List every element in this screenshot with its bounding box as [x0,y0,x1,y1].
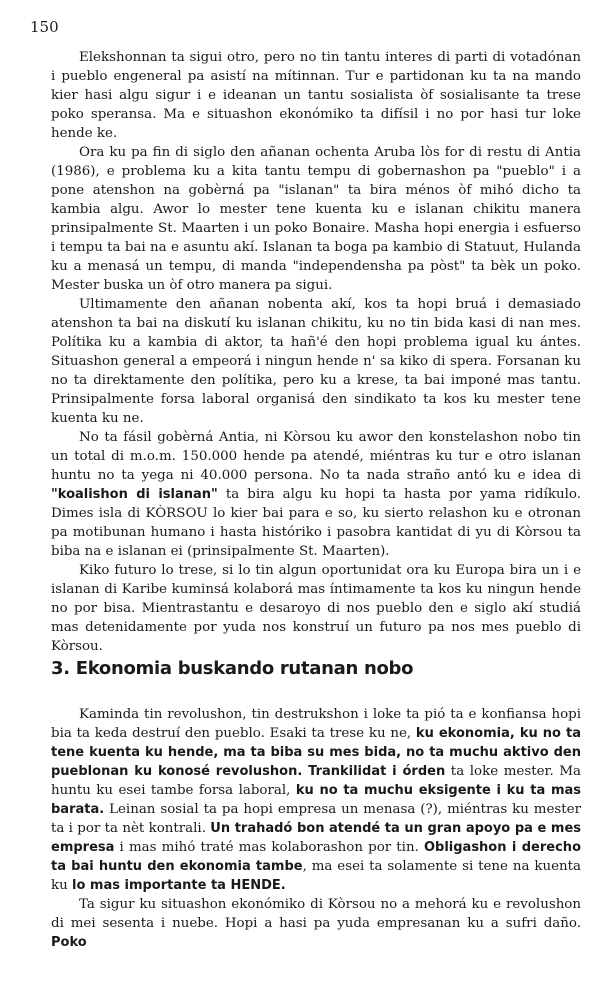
paragraph [51,705,581,895]
paragraph [51,143,581,295]
bold-text: Obligashon i derecho ta bai huntu den ekonomia tambe [51,840,581,874]
text-run: , ma esei ta solamente si tene na kuenta ku [51,859,581,893]
bold-text: ku no ta muchu eksigente i ku ta mas barata. [51,783,581,817]
text-run: Ora ku pa fin di siglo den añanan ochenta Aruba lòs for di restu di Antia (1986), e problema ku a kita tantu tempu di gobernashon pa "pueblo" i a pone atenshon na gobèrná pa "islanan" ta bira ménos òf mihó dicho ta kambia algu. Awor lo mester tene kuenta ku e islanan chikitu manera prinsipalmente St. Maarten i un poko Bonaire. Masha hopi energia i esfuerso i tempu ta bai na e asuntu akí. Islanan ta boga pa kambio di Statuut, Hulanda ku a menasá un tempu, di manda "independensha pa pòst" ta bèk un poko. Mester buska un òf otro manera pa sigui. [51,145,581,293]
text-run: No ta fásil gobèrná Antia, ni Kòrsou ku awor den konstelashon nobo tin un total di m.o.m. 150.000 hende pa atendé, miéntras ku tur e otro islanan huntu no ta yega ni 40.000 persona. No ta nada straño antó ku e idea di [51,430,581,483]
bold-text: Poko [51,935,87,950]
text-run: Leinan sosial ta pa hopi empresa un menasa (?), miéntras ku mester ta i por ta nèt kontrali. [51,802,581,836]
bold-text: ku ekonomia, ku no ta tene kuenta ku hende, ma ta biba su mes bida, no ta muchu aktivo den pueblonan ku konosé revolushon. Trankilidat i órden [51,726,581,779]
section-heading: 3. Ekonomia buskando rutanan nobo [51,658,414,679]
text-run: ta bira algu ku hopi ta hasta por yama ridíkulo. Dimes isla di KÒRSOU lo kier bai para e so, ku sierto relashon ku e otronan pa motibunan humano i hasta históriko i pasobra kantidat di yu di Kòrsou ta biba na e islanan ei (prinsipalmente St. Maarten). [51,487,581,559]
text-run: Ta sigur ku situashon ekonómiko di Kòrsou no a mehorá ku e revolushon di mei sesenta i nuebe. Hopi a hasi pa yuda empresanan ku a sufri daño. [51,897,581,931]
paragraph [51,561,581,656]
text-run: Kiko futuro lo trese, si lo tin algun oportunidat ora ku Europa bira un i e islanan di Karibe kuminsá kolaborá mas íntimamente ta kos ku ningun hende no por bisa. Mientrastantu e desaroyo di nos pueblo den e siglo akí studiá mas detenidamente por yuda nos konstruí un futuro pa nos mes pueblo di Kòrsou. [51,563,581,654]
paragraph [51,48,581,143]
page-number: 150 [30,18,59,36]
paragraph [51,895,581,952]
bold-text: "koalishon di islanan" [51,487,218,502]
bold-text: lo mas importante ta HENDE. [72,878,286,893]
bold-text: Un trahadó bon atendé ta un gran apoyo pa e mes empresa [51,821,581,855]
text-run: Ultimamente den añanan nobenta akí, kos ta hopi bruá i demasiado atenshon ta bai na diskutí ku islanan chikitu, ku no tin bida kasi di nan mes. Polítika ku a kambia di aktor, ta hañ'é den hopi problema igual ku ántes. Situashon general a empeorá i ningun hende n' sa kiko di spera. Forsanan ku no ta direktamente den polítika, pero ku a krese, ta bai imponé mas tantu. Prinsipalmente forsa laboral organisá den sindikato ta kos ku mester tene kuenta ku ne. [51,297,581,426]
text-run: Elekshonnan ta sigui otro, pero no tin tantu interes di parti di votadónan i pueblo engeneral pa asistí na mítinnan. Tur e partidonan ku ta na mando kier hasi algu sigur i e ideanan un tantu sosialista òf sosialisante ta trese poko speransa. Ma e situashon ekonómiko ta difísil i no por hasi tur loke hende ke. [51,50,581,141]
paragraph [51,295,581,428]
paragraph [51,428,581,561]
section-2-body [51,48,581,656]
text-run: i mas mihó traté mas kolaborashon por tin. [114,840,424,855]
text-run: Kaminda tin revolushon, tin destrukshon i loke ta pió ta e konfiansa hopi bia ta keda destruí den pueblo. Esaki ta trese ku ne, [51,707,581,741]
section-3-body [51,705,581,952]
text-run: ta loke mester. Ma huntu ku esei tambe forsa laboral, [51,764,582,798]
